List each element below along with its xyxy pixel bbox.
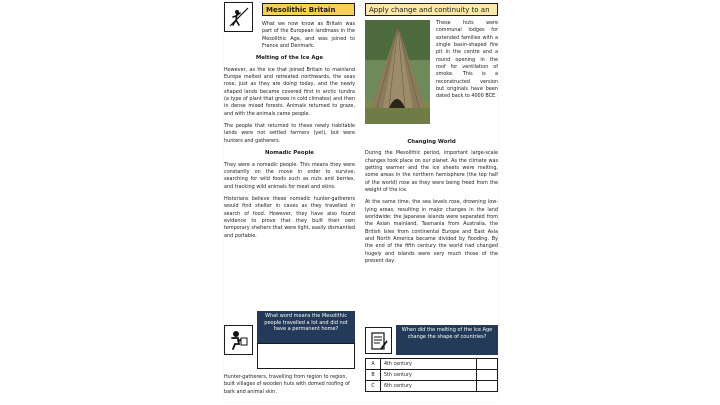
answer-1-box[interactable] <box>257 343 355 369</box>
bottom-paragraph: Hunter-gatherers, travelling from region to region, built villages of wooden huts with domed roofing of bark and animal skin. <box>224 374 350 395</box>
option-row[interactable] <box>366 370 498 381</box>
options-table <box>365 358 498 392</box>
hut-caption-text: These huts were communal lodges for extended families with a single basin-shaped fire pit in the centre and a round opening in the roof for ventilation of smoke. This is a reconstructed version but originals have been dated back to 4000 BCE. <box>436 20 498 100</box>
paragraph: Historians believe these nomadic hunter-gatherers would find shelter in caves as they travelled in search of food. However, they have also found evidence to prove that they built their own temporary shelters that were light, easily dismantled and portable. <box>224 195 355 239</box>
page-title: Mesolithic Britain <box>262 3 355 16</box>
paragraph: However, as the ice that joined Britain to mainland Europe melted and retreated northwards, the seas rose, just as they are doing today, and the newly shaped lands became covered first in arctic tundra (a type of plant that grows in cold climates) and then in dense mixed forests. Animals returned to graze, and with the animals came people. <box>224 66 355 117</box>
option-tick-box[interactable] <box>477 359 498 370</box>
option-row[interactable] <box>366 359 498 370</box>
hut-caption <box>436 20 498 101</box>
section-heading: Nomadic People <box>265 150 314 157</box>
worksheet-page <box>224 2 498 402</box>
option-letter: A <box>366 359 381 370</box>
intro-paragraph: What we now know as Britain was part of the European landmass in the Mesolithic Age, and was joined to France and Denmark. <box>262 21 355 50</box>
writing-icon <box>365 327 392 354</box>
option-text: 5th century <box>381 370 477 381</box>
section-heading: Melting of the Ice Age <box>255 55 324 62</box>
reader-icon <box>224 325 253 355</box>
option-letter: C <box>366 381 381 392</box>
option-tick-box[interactable] <box>477 370 498 381</box>
paragraph: During the Mesolithic period, important large-scale changes took place on our planet. As the climate was getting warmer and the ice sheets were melting, some areas in the northern hemisphere (the top half of the world) rose as they were being freed from the weight of the ice. <box>365 150 498 194</box>
paragraph: At the same time, the sea levels rose, drowning low-lying areas, resulting in major changes in the land worldwide: the Japanese islands were separated from the Asian mainland, Tasmania from Australia, the British Isles from continental Europe and East Asia and North America became divided by flooding. By the end of the fifth century the world had changed hugely and islands were very much those of the present day. <box>365 199 498 265</box>
question-1: What word means the Mesolithic people travelled a lot and did not have a permanent home? <box>257 311 355 343</box>
option-row[interactable] <box>366 381 498 392</box>
question-2: When did the melting of the Ice Age change the shape of countries? <box>396 325 498 355</box>
right-column <box>365 139 498 271</box>
option-text: 6th century <box>381 381 477 392</box>
section-heading: Changing World <box>407 139 456 145</box>
option-text: 4th century <box>381 359 477 370</box>
mesolithic-hut-photo <box>365 20 430 124</box>
option-letter: B <box>366 370 381 381</box>
paragraph: They were a nomadic people. This means they were constantly on the move in order to survive; searching for wild foods such as nuts and berries, and tracking wild animals for meat and skins. <box>224 161 355 190</box>
paragraph: The people that returned to these newly habitable lands were not settled farmers (yet), but were hunters and gatherers. <box>224 123 355 144</box>
learning-objective: Apply change and continuity to an <box>365 3 498 16</box>
option-tick-box[interactable] <box>477 381 498 392</box>
left-column <box>224 20 355 245</box>
